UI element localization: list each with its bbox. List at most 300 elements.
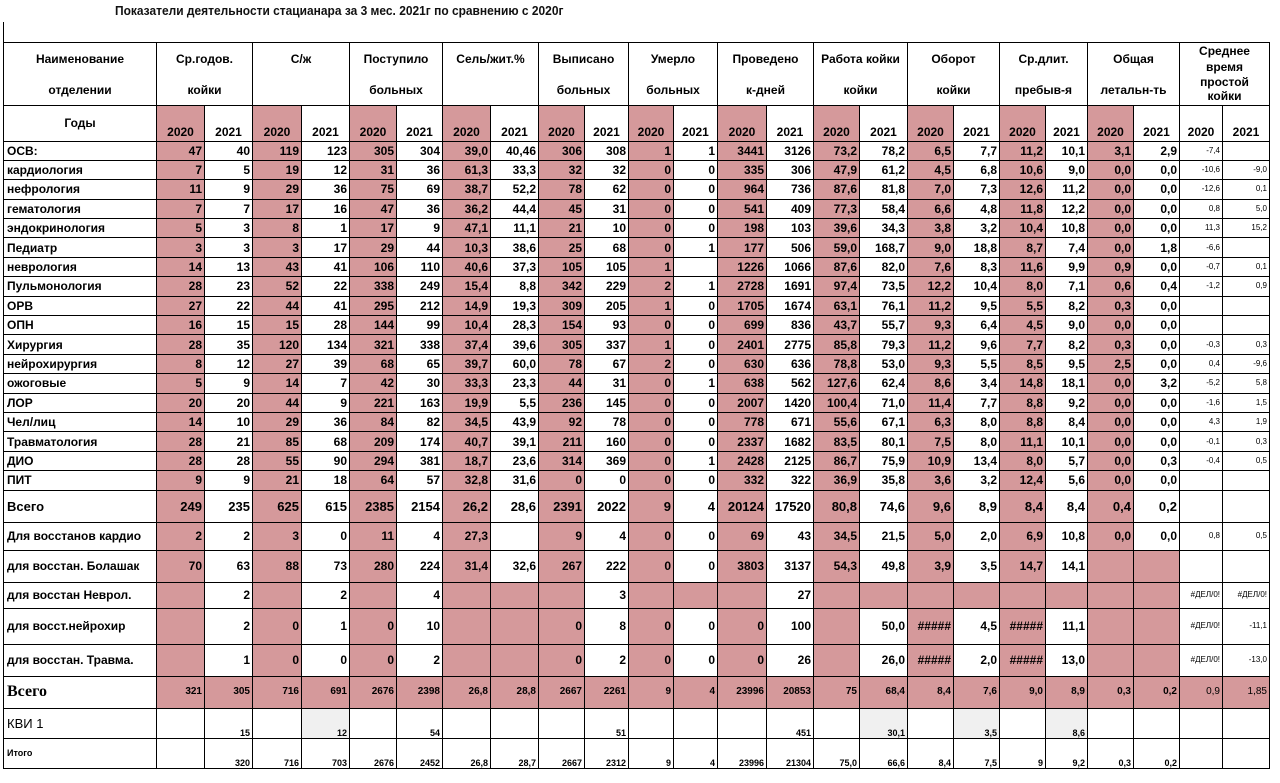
data-cell: 127,6 — [814, 374, 860, 393]
data-cell: -0,3 — [1180, 335, 1223, 354]
data-cell: 93 — [585, 316, 629, 335]
data-cell: 3 — [253, 522, 302, 550]
data-cell: 65 — [397, 354, 443, 373]
data-cell: 17520 — [767, 490, 814, 522]
header-sub-cell-4 — [443, 75, 539, 105]
data-cell: 2676 — [350, 738, 397, 768]
data-cell: 3,4 — [954, 374, 1000, 393]
data-cell: 27 — [253, 354, 302, 373]
data-cell: 15 — [205, 316, 253, 335]
header-cell-5: Выписано — [539, 43, 629, 76]
data-cell: 2398 — [397, 676, 443, 708]
data-cell: 0 — [629, 393, 674, 412]
data-cell: 1691 — [767, 277, 814, 296]
data-cell: 70 — [157, 550, 205, 582]
data-cell: 177 — [718, 238, 767, 257]
data-cell — [157, 582, 205, 608]
data-cell: 23,6 — [491, 451, 539, 470]
data-cell — [1088, 644, 1134, 676]
data-cell: 3,5 — [954, 550, 1000, 582]
data-cell: 9,9 — [1046, 257, 1088, 276]
rehab-row — [4, 522, 1270, 550]
data-cell: 10 — [585, 219, 629, 238]
row-label: ожоговые — [4, 374, 157, 393]
data-cell: 10,4 — [443, 316, 491, 335]
year-cell: 2020 — [908, 105, 954, 141]
data-cell: 2,9 — [1134, 141, 1180, 160]
data-cell: 5,6 — [1046, 471, 1088, 490]
data-cell — [1223, 550, 1270, 582]
data-cell: 3 — [157, 238, 205, 257]
data-cell: 305 — [205, 676, 253, 708]
data-cell: 20124 — [718, 490, 767, 522]
data-cell: 28 — [205, 451, 253, 470]
data-cell: 0,6 — [1088, 277, 1134, 296]
data-cell: 28 — [302, 316, 350, 335]
data-cell: 2022 — [585, 490, 629, 522]
data-cell: 0 — [674, 432, 718, 451]
data-cell: 9,3 — [908, 354, 954, 373]
data-cell: 0 — [629, 316, 674, 335]
data-cell: 1,5 — [1223, 393, 1270, 412]
data-cell: 3,1 — [1088, 141, 1134, 160]
data-cell — [1223, 316, 1270, 335]
data-cell — [1223, 296, 1270, 315]
data-cell: 8,4 — [1000, 490, 1046, 522]
data-cell: 63,1 — [814, 296, 860, 315]
data-cell: 42 — [350, 374, 397, 393]
data-cell: 0 — [674, 316, 718, 335]
data-cell: 0 — [629, 550, 674, 582]
data-cell: 2775 — [767, 335, 814, 354]
data-cell: 9,0 — [908, 238, 954, 257]
data-cell: -7,4 — [1180, 141, 1223, 160]
header-cell-1: Ср.годов. — [157, 43, 253, 76]
data-cell: 69 — [718, 522, 767, 550]
data-cell: ##### — [1000, 608, 1046, 644]
data-cell: 0 — [674, 471, 718, 490]
data-cell: 338 — [350, 277, 397, 296]
data-cell — [1180, 471, 1223, 490]
data-cell: 320 — [205, 738, 253, 768]
data-cell: 0,8 — [1180, 522, 1223, 550]
data-cell: 3,2 — [1134, 374, 1180, 393]
table-row — [4, 451, 1270, 470]
header-sub-cell-8: койки — [814, 75, 908, 105]
data-cell: 3,6 — [908, 471, 954, 490]
data-cell: 78,2 — [860, 141, 908, 160]
data-cell: 69 — [397, 180, 443, 199]
row-label: Итого — [4, 738, 157, 768]
data-cell: 2 — [302, 582, 350, 608]
data-cell — [1088, 708, 1134, 738]
data-cell: 671 — [767, 412, 814, 431]
data-cell: 31 — [585, 374, 629, 393]
header-cell-2: С/ж — [253, 43, 350, 76]
table-row — [4, 316, 1270, 335]
data-cell: 205 — [585, 296, 629, 315]
year-cell: 2021 — [302, 105, 350, 141]
data-cell: 17 — [253, 199, 302, 218]
data-cell: 78 — [539, 180, 585, 199]
header-sub-cell-6: больных — [629, 75, 718, 105]
data-cell: 0,0 — [1134, 180, 1180, 199]
data-cell — [860, 582, 908, 608]
data-cell: 8,6 — [1046, 708, 1088, 738]
data-cell: 381 — [397, 451, 443, 470]
data-cell: 0 — [674, 199, 718, 218]
header-cell-9: Оборот — [908, 43, 1000, 76]
data-cell: #ДЕЛ/0! — [1180, 608, 1223, 644]
year-cell: 2021 — [1046, 105, 1088, 141]
data-cell: 0 — [629, 471, 674, 490]
data-cell: 224 — [397, 550, 443, 582]
data-cell: 314 — [539, 451, 585, 470]
itogo-row — [4, 738, 1270, 768]
data-cell — [629, 708, 674, 738]
data-cell: 0,0 — [1088, 238, 1134, 257]
data-cell — [491, 708, 539, 738]
data-cell: 6,9 — [1000, 522, 1046, 550]
data-cell: 0,0 — [1088, 412, 1134, 431]
data-cell: 3 — [205, 238, 253, 257]
data-cell: 369 — [585, 451, 629, 470]
data-cell: 14 — [157, 412, 205, 431]
data-cell: 31 — [350, 160, 397, 179]
data-cell: 0 — [629, 451, 674, 470]
row-label: Всего — [4, 676, 157, 708]
data-cell: 3 — [253, 238, 302, 257]
data-cell — [1088, 608, 1134, 644]
data-cell: 1 — [674, 277, 718, 296]
data-cell: 716 — [253, 738, 302, 768]
data-cell: 27 — [767, 582, 814, 608]
data-cell: 0,0 — [1088, 374, 1134, 393]
data-cell: -0,4 — [1180, 451, 1223, 470]
data-cell: 1674 — [767, 296, 814, 315]
data-cell: 0 — [629, 374, 674, 393]
year-cell: 2021 — [397, 105, 443, 141]
data-cell: 36 — [397, 199, 443, 218]
header-sub-cell-0: отделении — [4, 75, 157, 105]
data-cell — [1134, 644, 1180, 676]
data-cell: 249 — [157, 490, 205, 522]
data-cell — [491, 644, 539, 676]
data-cell: 43 — [253, 257, 302, 276]
row-label: Чел/лиц — [4, 412, 157, 431]
data-cell: 14 — [157, 257, 205, 276]
year-cell: 2020 — [1000, 105, 1046, 141]
data-cell: 8,3 — [954, 257, 1000, 276]
data-cell: 0 — [674, 522, 718, 550]
data-cell — [157, 608, 205, 644]
data-cell: 0,0 — [1134, 257, 1180, 276]
data-cell: 12,4 — [1000, 471, 1046, 490]
data-cell: 154 — [539, 316, 585, 335]
data-cell: 0 — [629, 180, 674, 199]
data-cell — [157, 644, 205, 676]
data-cell: 0,3 — [1223, 335, 1270, 354]
data-cell: 47 — [350, 199, 397, 218]
data-cell: 10,3 — [443, 238, 491, 257]
data-cell: 6,5 — [908, 141, 954, 160]
header-cell-3: Поступило — [350, 43, 443, 76]
data-cell: 57 — [397, 471, 443, 490]
data-cell: 33,3 — [443, 374, 491, 393]
data-cell: 9 — [629, 676, 674, 708]
data-cell: 8 — [157, 354, 205, 373]
data-cell — [1000, 582, 1046, 608]
header-row-2 — [4, 75, 1270, 105]
data-cell: 0,1 — [1223, 257, 1270, 276]
table-row — [4, 296, 1270, 315]
years-row — [4, 105, 1270, 141]
data-cell: 134 — [302, 335, 350, 354]
data-cell: 106 — [350, 257, 397, 276]
data-cell: 10,8 — [1046, 522, 1088, 550]
data-cell: 4 — [585, 522, 629, 550]
data-cell: 29 — [350, 238, 397, 257]
data-cell: -9,6 — [1223, 354, 1270, 373]
data-cell: 52 — [253, 277, 302, 296]
data-cell: 9,0 — [1046, 316, 1088, 335]
data-cell: 55 — [253, 451, 302, 470]
data-cell: 3,2 — [954, 471, 1000, 490]
data-cell: 35 — [205, 335, 253, 354]
data-cell: 12 — [205, 354, 253, 373]
year-cell: 2021 — [860, 105, 908, 141]
data-cell: 8 — [253, 219, 302, 238]
data-cell — [1180, 316, 1223, 335]
data-cell: 26,0 — [860, 644, 908, 676]
data-cell: 9 — [629, 490, 674, 522]
data-cell: 0,0 — [1088, 522, 1134, 550]
data-cell: 337 — [585, 335, 629, 354]
data-cell: 2261 — [585, 676, 629, 708]
data-cell: 10 — [397, 608, 443, 644]
data-cell: 11,6 — [1000, 257, 1046, 276]
data-cell: 1 — [674, 238, 718, 257]
data-cell: 55,6 — [814, 412, 860, 431]
data-cell: 0 — [674, 296, 718, 315]
data-cell — [443, 608, 491, 644]
data-cell: 5,7 — [1046, 451, 1088, 470]
data-cell: 27,3 — [443, 522, 491, 550]
data-cell — [908, 582, 954, 608]
data-cell: 18 — [302, 471, 350, 490]
data-cell — [443, 644, 491, 676]
row-label: кардиология — [4, 160, 157, 179]
data-cell — [954, 582, 1000, 608]
data-cell: 8,9 — [1046, 676, 1088, 708]
data-cell: 144 — [350, 316, 397, 335]
data-cell: 58,4 — [860, 199, 908, 218]
data-cell: 28,6 — [491, 490, 539, 522]
row-label: эндокринология — [4, 219, 157, 238]
data-cell: 280 — [350, 550, 397, 582]
data-cell: 0 — [629, 412, 674, 431]
data-cell: 5,0 — [908, 522, 954, 550]
data-cell: 26 — [767, 644, 814, 676]
data-cell: 36,2 — [443, 199, 491, 218]
table-row — [4, 335, 1270, 354]
data-cell: 10,9 — [908, 451, 954, 470]
data-cell: 0 — [674, 608, 718, 644]
data-cell: 2 — [397, 644, 443, 676]
data-cell: 0 — [302, 522, 350, 550]
page-title: Показатели деятельности стацианара за 3 мес. 2021г по сравнению с 2020г — [115, 3, 564, 18]
data-cell: 335 — [718, 160, 767, 179]
row-label: ПИТ — [4, 471, 157, 490]
data-cell: 90 — [302, 451, 350, 470]
data-cell: 18,8 — [954, 238, 1000, 257]
data-cell — [1134, 708, 1180, 738]
data-cell: 0,0 — [1088, 180, 1134, 199]
data-cell: 0,3 — [1223, 432, 1270, 451]
data-cell: 119 — [253, 141, 302, 160]
data-cell: 7,7 — [954, 141, 1000, 160]
data-cell: 699 — [718, 316, 767, 335]
data-cell — [443, 582, 491, 608]
data-cell: 8,6 — [908, 374, 954, 393]
data-cell: 22 — [302, 277, 350, 296]
data-cell: 4 — [397, 582, 443, 608]
data-cell — [674, 708, 718, 738]
data-cell: 305 — [539, 335, 585, 354]
data-cell: 0,9 — [1223, 277, 1270, 296]
row-label: ОПН — [4, 316, 157, 335]
data-cell: 40,46 — [491, 141, 539, 160]
data-cell: 5 — [205, 160, 253, 179]
data-cell: 2125 — [767, 451, 814, 470]
data-cell: 10,8 — [1046, 219, 1088, 238]
data-cell: 0 — [629, 160, 674, 179]
year-cell: 2021 — [767, 105, 814, 141]
data-cell: 83,5 — [814, 432, 860, 451]
data-cell: 62 — [585, 180, 629, 199]
header-cell-12: Среднее время — [1180, 43, 1270, 76]
data-cell: 160 — [585, 432, 629, 451]
data-cell: 9 — [157, 471, 205, 490]
data-cell: 1,85 — [1223, 676, 1270, 708]
data-cell: 2428 — [718, 451, 767, 470]
data-cell: 0,2 — [1134, 738, 1180, 768]
data-cell: 8,7 — [1000, 238, 1046, 257]
data-cell: 0 — [718, 644, 767, 676]
data-cell: 7,7 — [1000, 335, 1046, 354]
data-cell: 34,3 — [860, 219, 908, 238]
data-cell: 625 — [253, 490, 302, 522]
data-cell: 332 — [718, 471, 767, 490]
data-cell: 41 — [302, 296, 350, 315]
data-cell: 0 — [539, 471, 585, 490]
data-cell: ##### — [1000, 644, 1046, 676]
data-cell: 29 — [253, 180, 302, 199]
header-cell-11: Общая — [1088, 43, 1180, 76]
data-cell: 338 — [397, 335, 443, 354]
data-cell: 3137 — [767, 550, 814, 582]
data-cell: 4,5 — [1000, 316, 1046, 335]
data-cell: 10,4 — [1000, 219, 1046, 238]
data-cell: 44 — [253, 393, 302, 412]
data-cell: 3,8 — [908, 219, 954, 238]
data-cell: 36 — [302, 180, 350, 199]
row-label: нейрохирургия — [4, 354, 157, 373]
data-cell: 63 — [205, 550, 253, 582]
data-cell: 15,2 — [1223, 219, 1270, 238]
data-cell: 0 — [674, 160, 718, 179]
data-cell: 9,6 — [954, 335, 1000, 354]
data-cell — [814, 708, 860, 738]
rehab-row — [4, 582, 1270, 608]
row-label: Педиатр — [4, 238, 157, 257]
data-cell: 212 — [397, 296, 443, 315]
data-cell: 1 — [674, 451, 718, 470]
data-cell: 2667 — [539, 738, 585, 768]
data-cell: 64 — [350, 471, 397, 490]
data-cell: 8,0 — [1000, 451, 1046, 470]
table-row — [4, 393, 1270, 412]
data-cell: 9 — [629, 738, 674, 768]
data-cell: 1 — [302, 219, 350, 238]
data-cell: 2 — [205, 608, 253, 644]
data-cell: 2391 — [539, 490, 585, 522]
data-cell: 99 — [397, 316, 443, 335]
data-cell: 10,6 — [1000, 160, 1046, 179]
data-cell: 26,8 — [443, 676, 491, 708]
data-cell: 38,6 — [491, 238, 539, 257]
data-cell: 638 — [718, 374, 767, 393]
data-cell: 9 — [397, 219, 443, 238]
rehab-row — [4, 644, 1270, 676]
data-cell — [157, 708, 205, 738]
data-cell: 11,8 — [1000, 199, 1046, 218]
table-row — [4, 277, 1270, 296]
data-cell: 84 — [350, 412, 397, 431]
row-label: ОРВ — [4, 296, 157, 315]
data-cell: 1 — [674, 374, 718, 393]
data-cell — [1046, 582, 1088, 608]
data-cell — [674, 257, 718, 276]
data-cell — [253, 582, 302, 608]
data-cell: 68 — [350, 354, 397, 373]
data-cell: 10,1 — [1046, 141, 1088, 160]
data-cell: 3,2 — [954, 219, 1000, 238]
data-cell: 8,0 — [954, 432, 1000, 451]
data-cell: 1 — [629, 257, 674, 276]
data-cell: 7,3 — [954, 180, 1000, 199]
data-cell: 82,0 — [860, 257, 908, 276]
data-cell: 562 — [767, 374, 814, 393]
year-cell: 2021 — [674, 105, 718, 141]
data-cell: 28,7 — [491, 738, 539, 768]
data-cell: 4,5 — [908, 160, 954, 179]
data-cell: 62,4 — [860, 374, 908, 393]
year-cell: 2020 — [443, 105, 491, 141]
data-cell: 32 — [585, 160, 629, 179]
data-cell: 68 — [302, 432, 350, 451]
data-cell: 52,2 — [491, 180, 539, 199]
data-cell: 2667 — [539, 676, 585, 708]
data-cell: 53,0 — [860, 354, 908, 373]
rehab-row — [4, 608, 1270, 644]
data-cell: 6,3 — [908, 412, 954, 431]
data-cell: #ДЕЛ/0! — [1223, 582, 1270, 608]
data-cell: 736 — [767, 180, 814, 199]
data-cell: 123 — [302, 141, 350, 160]
year-cell: 2020 — [814, 105, 860, 141]
data-cell — [1180, 708, 1223, 738]
